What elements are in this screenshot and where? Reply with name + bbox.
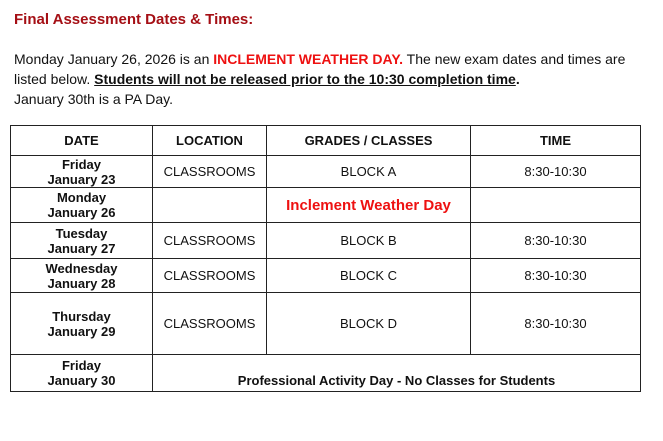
notice-text: The new exam dates and times are listed below. [14,51,626,87]
header-time: TIME [471,126,641,156]
table-row [11,259,641,293]
location-cell [153,188,267,223]
time-cell: 8:30-10:30 [471,259,641,293]
notice-paragraph [14,49,654,109]
schedule-table [10,125,641,392]
date: January 28 [47,275,116,291]
date: January 26 [47,205,116,220]
date: January 23 [47,171,116,187]
location-cell: CLASSROOMS [153,259,267,293]
location-cell: CLASSROOMS [153,156,267,188]
header-grades: GRADES / CLASSES [267,126,471,156]
date-cell [11,188,153,223]
block-cell: BLOCK C [267,259,471,293]
day: Monday [56,190,107,205]
inclement-weather-alert: INCLEMENT WEATHER DAY. [213,51,404,67]
date-cell [11,156,153,188]
date-cell [11,223,153,259]
day: Friday [61,358,101,373]
day: Thursday [52,308,111,324]
release-warning: Students will not be released prior to the 10:30 completion time [94,71,516,87]
date: January 30 [47,373,116,388]
table-row [11,355,641,392]
time-cell: 8:30-10:30 [471,293,641,355]
header-date: DATE [11,126,153,156]
pa-day-cell: Professional Activity Day - No Classes for Students [153,355,641,392]
location-cell: CLASSROOMS [153,293,267,355]
block-cell: BLOCK A [267,156,471,188]
punctuation: . [515,71,520,87]
block-cell: BLOCK B [267,223,471,259]
day: Wednesday [45,260,118,276]
day: Friday [61,156,101,172]
date: January 27 [47,240,116,256]
header-location: LOCATION [153,126,267,156]
table-row [11,293,641,355]
location-cell: CLASSROOMS [153,223,267,259]
inclement-weather-cell: Inclement Weather Day [267,188,471,223]
table-row [11,223,641,259]
table-header-row [11,126,641,156]
pa-day-note: January 30th is a PA Day. [14,91,174,107]
table-row [11,188,641,223]
day: Tuesday [55,225,108,241]
time-cell [471,188,641,223]
table-row [11,156,641,188]
date: January 29 [47,323,116,339]
date-cell [11,293,153,355]
page-title: Final Assessment Dates & Times: [14,11,254,28]
time-cell: 8:30-10:30 [471,223,641,259]
time-cell: 8:30-10:30 [471,156,641,188]
date-cell [11,355,153,392]
block-cell: BLOCK D [267,293,471,355]
date-cell [11,259,153,293]
notice-text: Monday January 26, 2026 is an [14,51,214,67]
